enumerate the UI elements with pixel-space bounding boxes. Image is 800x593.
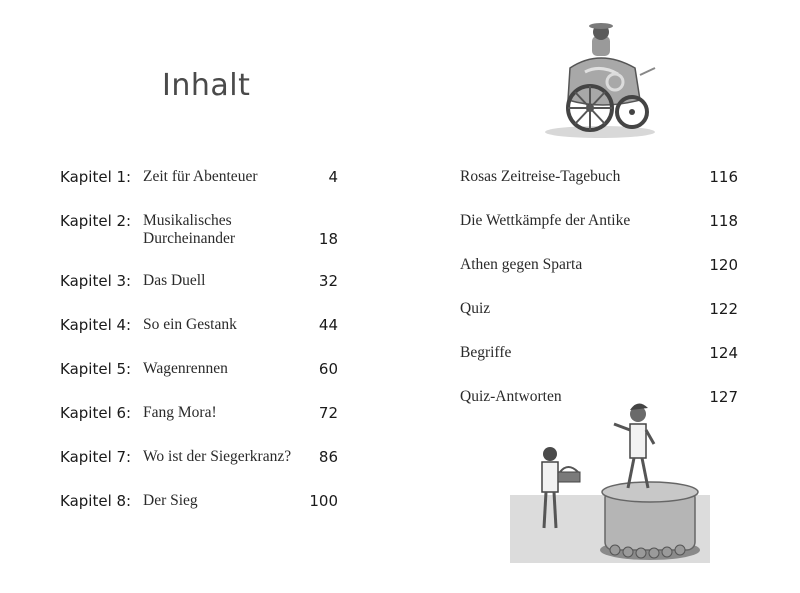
toc-appendix-row: [460, 168, 740, 190]
chapter-title-line: Musikalisches: [143, 212, 232, 229]
chapter-title: [143, 212, 235, 248]
appendix-title: Rosas Zeitreise-Tagebuch: [460, 168, 621, 185]
appendix-page-number: 118: [709, 212, 738, 230]
chapter-title: Wo ist der Siegerkranz?: [143, 448, 292, 465]
toc-appendix-row: [460, 212, 740, 234]
appendix-page-number: 124: [709, 344, 738, 362]
appendix-page-number: 116: [709, 168, 738, 186]
toc-appendix-row: [460, 344, 740, 366]
appendix-page-number: 122: [709, 300, 738, 318]
chapter-label: Kapitel 8:: [60, 492, 132, 510]
chapter-label: Kapitel 3:: [60, 272, 132, 290]
toc-chapter-row: [60, 360, 340, 382]
chapter-title: Fang Mora!: [143, 404, 217, 421]
appendix-title: Begriffe: [460, 344, 512, 361]
toc-chapter-row: [60, 316, 340, 338]
toc-chapter-row: [60, 492, 340, 514]
appendix-page-number: 127: [709, 388, 738, 406]
chapter-label: Kapitel 1:: [60, 168, 132, 186]
chapter-page-number: 18: [318, 230, 338, 248]
toc-chapter-row: [60, 448, 340, 470]
chapter-page-number: 100: [309, 492, 338, 510]
chapter-title: Der Sieg: [143, 492, 198, 509]
chapter-title-line: Durcheinander: [143, 230, 236, 247]
athletes-on-pedestal-illustration: [510, 400, 710, 570]
chapter-label: Kapitel 6:: [60, 404, 132, 422]
chariot-illustration: [540, 20, 660, 140]
chapter-page-number: 60: [318, 360, 338, 378]
toc-appendix-row: [460, 300, 740, 322]
chapter-page-number: 32: [318, 272, 338, 290]
chapter-title: So ein Gestank: [143, 316, 237, 333]
chapter-page-number: 72: [318, 404, 338, 422]
toc-chapter-row: [60, 212, 340, 248]
chapter-title: Das Duell: [143, 272, 206, 289]
appendix-title: Die Wettkämpfe der Antike: [460, 212, 631, 229]
toc-chapter-row: [60, 404, 340, 426]
appendix-page-number: 120: [709, 256, 738, 274]
chapter-label: Kapitel 4:: [60, 316, 132, 334]
toc-chapter-row: [60, 168, 340, 190]
appendix-title: Quiz: [460, 300, 491, 317]
chapter-label: Kapitel 7:: [60, 448, 132, 466]
chapter-title: Wagenrennen: [143, 360, 228, 377]
chapter-label: Kapitel 2:: [60, 212, 132, 230]
chapter-page-number: 44: [318, 316, 338, 334]
chapter-label: Kapitel 5:: [60, 360, 132, 378]
chapter-page-number: 4: [328, 168, 338, 186]
toc-chapter-row: [60, 272, 340, 294]
chapter-title: Zeit für Abenteuer: [143, 168, 258, 185]
appendix-title: Quiz-Antworten: [460, 388, 562, 405]
appendix-title: Athen gegen Sparta: [460, 256, 583, 273]
page-title: Inhalt: [162, 68, 251, 103]
toc-appendix-row: [460, 256, 740, 278]
chapter-page-number: 86: [318, 448, 338, 466]
